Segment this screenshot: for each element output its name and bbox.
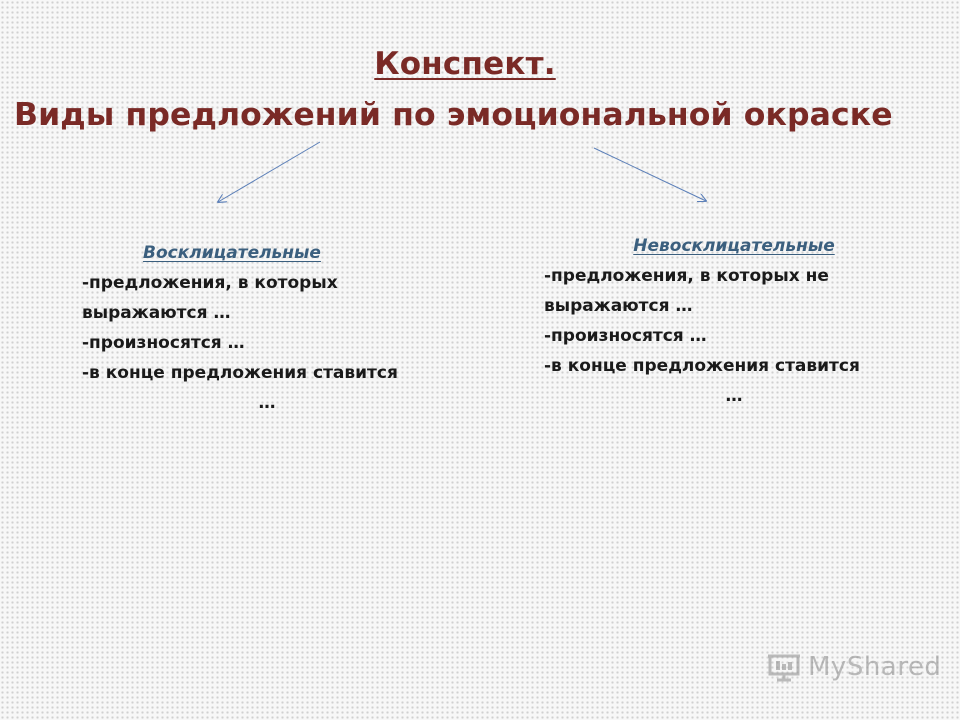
watermark-text: MyShared [808, 652, 942, 682]
column-line: -в конце предложения ставится [544, 356, 860, 376]
column-line: -произносятся … [82, 333, 245, 353]
arrow-left [218, 142, 320, 202]
column-line: -произносятся … [544, 326, 707, 346]
arrow-right [594, 148, 706, 201]
column-line: … [725, 386, 743, 406]
presentation-board-icon [768, 652, 802, 682]
column-heading: Невосклицательные [633, 236, 835, 256]
column-line: -в конце предложения ставится [82, 363, 398, 383]
column-heading: Восклицательные [143, 243, 321, 263]
column-line: выражаются … [82, 303, 231, 323]
column-line: … [258, 393, 276, 413]
watermark [768, 652, 941, 682]
slide-title: Конспект. [374, 46, 556, 82]
column-non-exclamatory [544, 231, 924, 411]
column-line: -предложения, в которых не [544, 266, 829, 286]
column-line: выражаются … [544, 296, 693, 316]
column-exclamatory [82, 238, 462, 418]
slide-subtitle: Виды предложений по эмоциональной окраске [14, 97, 893, 133]
column-line: -предложения, в которых [82, 273, 338, 293]
